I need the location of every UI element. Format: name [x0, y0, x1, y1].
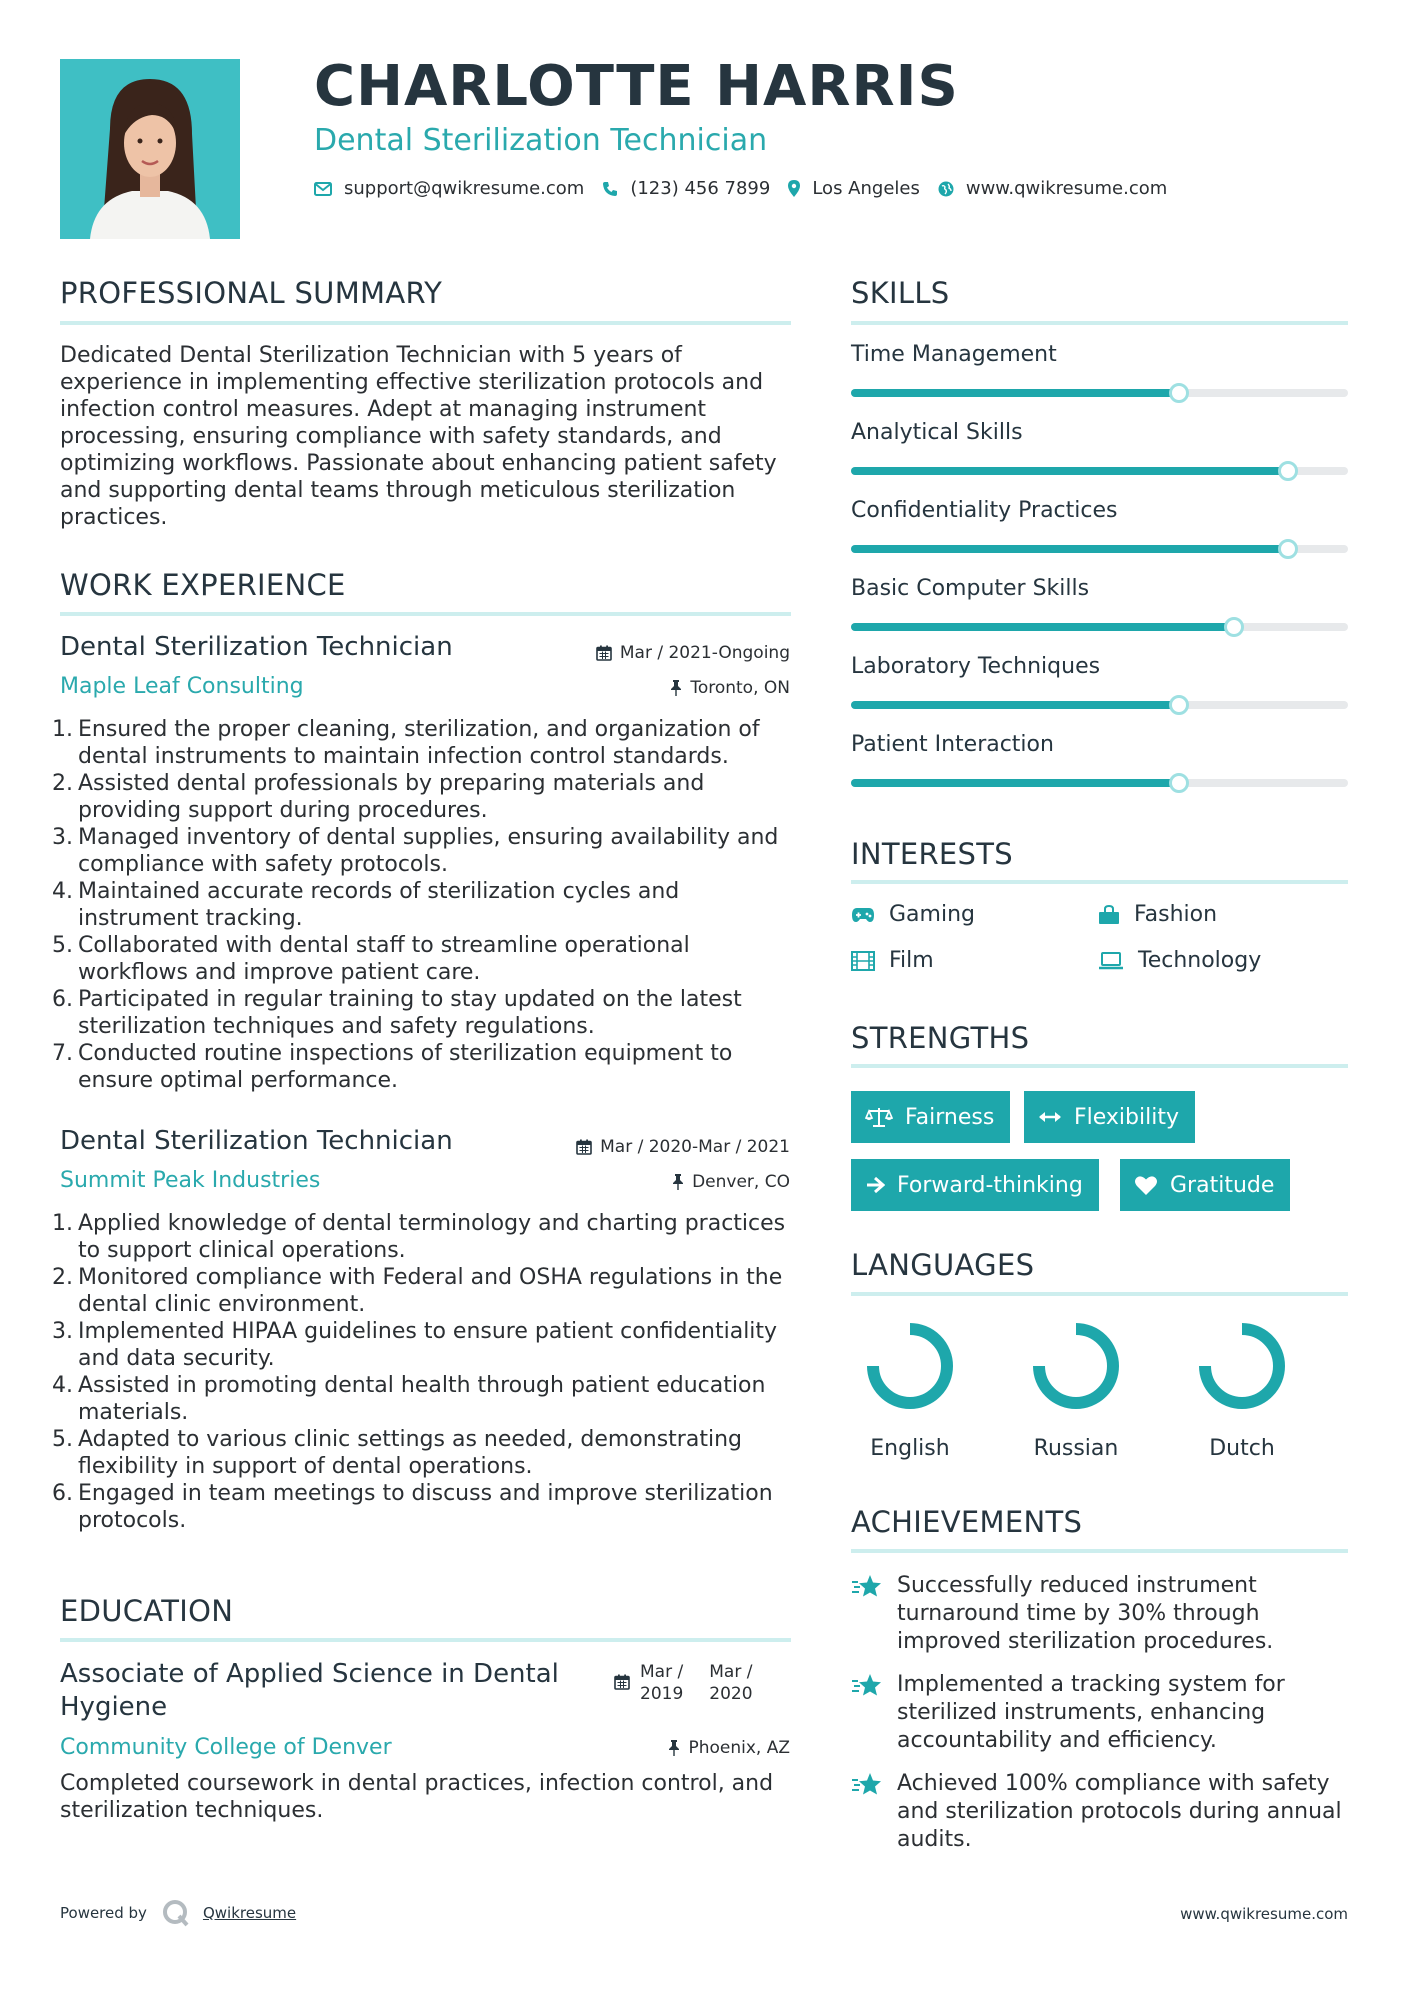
balance-scale-icon: [865, 1106, 893, 1128]
strength-label: Forward-thinking: [897, 1172, 1083, 1198]
skill-bar-fill: [851, 701, 1179, 709]
skill-label: Laboratory Techniques: [851, 654, 1101, 679]
strength-tag: [1120, 1159, 1290, 1211]
bullet-text: Participated in regular training to stay updated on the latest sterilization techniques and safety regulations.: [78, 987, 742, 1039]
bullet-number: 2.: [52, 1265, 73, 1290]
list-item: [52, 1210, 800, 1264]
language-name: Russian: [1033, 1436, 1119, 1461]
skill-label: Basic Computer Skills: [851, 576, 1090, 601]
language-ring-arc: [873, 1329, 947, 1403]
contact-email[interactable]: [314, 178, 584, 199]
language-ring-arc: [1205, 1329, 1279, 1403]
skill-label: Patient Interaction: [851, 732, 1054, 757]
brand-link[interactable]: Qwikresume: [202, 1904, 297, 1922]
contact-website[interactable]: [938, 178, 1167, 199]
calendar-icon: [596, 645, 612, 661]
job-date: [576, 1137, 790, 1157]
job-bullets: [52, 716, 800, 1094]
bullet-number: 5.: [52, 933, 73, 958]
achievement-item: [851, 1770, 1351, 1854]
experience-heading: WORK EXPERIENCE: [60, 568, 346, 602]
summary-divider: [60, 321, 791, 325]
job-company: Summit Peak Industries: [60, 1168, 321, 1193]
education-school: Community College of Denver: [60, 1735, 392, 1760]
phone-icon: [602, 181, 618, 197]
list-item: [52, 1372, 800, 1426]
contact-location: [788, 178, 920, 199]
skill-bar: [851, 701, 1348, 709]
language-name: Dutch: [1209, 1436, 1275, 1461]
bullet-number: 2.: [52, 771, 73, 796]
job-location-text: Denver, CO: [692, 1172, 790, 1192]
shooting-star-icon: [851, 1673, 883, 1699]
job-bullets: [52, 1210, 800, 1534]
bullet-text: Ensured the proper cleaning, sterilization, and organization of dental instruments to maintain infection control standards.: [78, 717, 760, 769]
bullet-text: Maintained accurate records of sterilization cycles and instrument tracking.: [78, 879, 680, 931]
job-title: Dental Sterilization Technician: [60, 1126, 453, 1156]
achievement-item: [851, 1671, 1351, 1755]
contact-phone[interactable]: [602, 178, 770, 199]
achievements-heading: ACHIEVEMENTS: [851, 1505, 1083, 1539]
education-start-year: 2019: [640, 1684, 684, 1704]
language-ring: [1028, 1318, 1124, 1414]
laptop-icon: [1098, 952, 1124, 970]
skill-bar-fill: [851, 623, 1234, 631]
job-location: [670, 678, 790, 698]
list-item: [52, 1040, 800, 1094]
skill-bar-knob: [1224, 617, 1244, 637]
education-dates: [614, 1661, 753, 1705]
education-heading: EDUCATION: [60, 1594, 234, 1628]
strength-label: Flexibility: [1074, 1104, 1179, 1130]
bullet-text: Adapted to various clinic settings as needed, demonstrating flexibility in support of dental operations.: [78, 1427, 742, 1479]
interest-item: [1098, 948, 1261, 973]
interest-label: Technology: [1138, 948, 1262, 973]
bullet-text: Conducted routine inspections of sterilization equipment to ensure optimal performance.: [78, 1041, 733, 1093]
bullet-text: Implemented HIPAA guidelines to ensure patient confidentiality and data security.: [78, 1319, 778, 1371]
skill-bar-knob: [1278, 539, 1298, 559]
language-name: English: [870, 1436, 950, 1461]
list-item: [52, 1480, 800, 1534]
skill-bar-fill: [851, 779, 1179, 787]
profile-photo: [60, 59, 240, 239]
education-location-text: Phoenix, AZ: [688, 1738, 790, 1758]
list-item: [52, 770, 800, 824]
skill-bar: [851, 389, 1348, 397]
skill-bar-knob: [1169, 695, 1189, 715]
interest-label: Film: [889, 948, 934, 973]
strength-label: Gratitude: [1170, 1172, 1275, 1198]
bullet-text: Assisted dental professionals by preparing materials and providing support during procedures.: [78, 771, 705, 823]
strength-label: Fairness: [905, 1104, 995, 1130]
skill-bar-knob: [1169, 773, 1189, 793]
interests-divider: [851, 880, 1348, 884]
education-degree: Associate of Applied Science in Dental Hygiene: [60, 1659, 559, 1722]
strengths-heading: STRENGTHS: [851, 1021, 1030, 1055]
skill-bar-fill: [851, 389, 1179, 397]
strengths-divider: [851, 1064, 1348, 1068]
list-item: [52, 1318, 800, 1372]
education-location: [668, 1738, 790, 1758]
shooting-star-icon: [851, 1574, 883, 1600]
job-date: [596, 643, 790, 663]
skill-bar-fill: [851, 467, 1288, 475]
interest-item: [1098, 902, 1217, 927]
skills-divider: [851, 321, 1348, 325]
skill-bar-knob: [1278, 461, 1298, 481]
education-start-month: Mar /: [640, 1662, 684, 1682]
footer-website[interactable]: www.qwikresume.com: [1180, 1905, 1348, 1923]
website-text: www.qwikresume.com: [965, 178, 1168, 199]
skill-bar-fill: [851, 545, 1288, 553]
interest-item: [851, 948, 934, 973]
pushpin-icon: [672, 1174, 684, 1190]
skill-bar-knob: [1169, 383, 1189, 403]
bullet-number: 3.: [52, 825, 73, 850]
strength-tag: [851, 1159, 1099, 1211]
candidate-name: CHARLOTTE HARRIS: [314, 54, 959, 119]
job-date-text: Mar / 2020-Mar / 2021: [600, 1137, 790, 1157]
bullet-text: Applied knowledge of dental terminology and charting practices to support clinical operations.: [78, 1211, 786, 1263]
interest-label: Gaming: [889, 902, 975, 927]
gamepad-icon: [851, 907, 875, 923]
achievement-item: [851, 1572, 1351, 1656]
job-location: [672, 1172, 790, 1192]
arrow-right-icon: [865, 1176, 885, 1194]
education-description: Completed coursework in dental practices, infection control, and sterilization techniques.: [60, 1771, 774, 1823]
language-ring: [1194, 1318, 1290, 1414]
languages-heading: LANGUAGES: [851, 1248, 1035, 1282]
bullet-number: 4.: [52, 879, 73, 904]
interests-heading: INTERESTS: [851, 837, 1013, 871]
bullet-number: 6.: [52, 1481, 73, 1506]
skill-bar: [851, 467, 1348, 475]
achievements-divider: [851, 1549, 1348, 1553]
skill-bar: [851, 545, 1348, 553]
job-location-text: Toronto, ON: [690, 678, 790, 698]
shooting-star-icon: [851, 1772, 883, 1798]
education-end-month: Mar /: [709, 1662, 753, 1682]
strength-tag: [851, 1091, 1010, 1143]
list-item: [52, 986, 800, 1040]
bullet-number: 4.: [52, 1373, 73, 1398]
language-item: [1021, 1318, 1131, 1461]
list-item: [52, 716, 800, 770]
achievement-text: Successfully reduced instrument turnaround time by 30% through improved sterilization procedures.: [897, 1573, 1274, 1654]
qwikresume-logo-icon: [161, 1898, 191, 1928]
summary-heading: PROFESSIONAL SUMMARY: [60, 276, 443, 310]
portrait-illustration: [60, 59, 240, 239]
achievement-text: Implemented a tracking system for sterilized instruments, enhancing accountability and efficiency.: [897, 1672, 1285, 1753]
achievement-text: Achieved 100% compliance with safety and sterilization protocols during annual audits.: [897, 1771, 1342, 1852]
skill-label: Confidentiality Practices: [851, 498, 1118, 523]
calendar-icon: [576, 1139, 592, 1155]
phone-text: (123) 456 7899: [630, 178, 771, 199]
skill-bar: [851, 623, 1348, 631]
education-end: [709, 1661, 752, 1705]
shopping-bag-icon: [1098, 905, 1120, 925]
footer-powered-by: [60, 1898, 296, 1928]
job-title: Dental Sterilization Technician: [60, 632, 453, 662]
language-ring-arc: [1039, 1329, 1113, 1403]
bullet-text: Managed inventory of dental supplies, ensuring availability and compliance with safety protocols.: [78, 825, 779, 877]
skills-heading: SKILLS: [851, 276, 950, 310]
list-item: [52, 932, 800, 986]
list-item: [52, 1264, 800, 1318]
bullet-number: 3.: [52, 1319, 73, 1344]
contact-bar: [314, 178, 1185, 199]
list-item: [52, 878, 800, 932]
heart-icon: [1134, 1175, 1158, 1196]
pushpin-icon: [668, 1740, 680, 1756]
bullet-number: 5.: [52, 1427, 73, 1452]
interest-item: [851, 902, 975, 927]
map-pin-icon: [788, 180, 800, 197]
interest-label: Fashion: [1134, 902, 1218, 927]
bullet-text: Assisted in promoting dental health through patient education materials.: [78, 1373, 766, 1425]
bullet-text: Monitored compliance with Federal and OSHA regulations in the dental clinic environment.: [78, 1265, 783, 1317]
pushpin-icon: [670, 680, 682, 696]
bullet-number: 1.: [52, 1211, 73, 1236]
experience-divider: [60, 612, 791, 616]
email-text: support@qwikresume.com: [344, 178, 585, 199]
candidate-title: Dental Sterilization Technician: [314, 123, 768, 158]
list-item: [52, 824, 800, 878]
powered-by-label: Powered by: [60, 1904, 147, 1922]
languages-divider: [851, 1292, 1348, 1296]
bullet-text: Collaborated with dental staff to streamline operational workflows and improve patient care.: [78, 933, 690, 985]
bullet-number: 1.: [52, 717, 73, 742]
language-ring: [862, 1318, 958, 1414]
language-item: [855, 1318, 965, 1461]
summary-text: Dedicated Dental Sterilization Technician with 5 years of experience in implementing effective sterilization protocols and infection control measures. Adept at managing instrument processing, ensuring compliance with safety standards, and optimizing workflows. Passionate about enhancing patient safety and supporting dental teams through meticulous sterilization practices.: [60, 343, 777, 530]
list-item: [52, 1426, 800, 1480]
film-icon: [851, 951, 875, 971]
bullet-number: 6.: [52, 987, 73, 1012]
education-start: [640, 1661, 683, 1705]
education-divider: [60, 1638, 791, 1642]
education-end-year: 2020: [709, 1684, 753, 1704]
arrows-horizontal-icon: [1038, 1110, 1062, 1124]
skill-label: Time Management: [851, 342, 1057, 367]
globe-icon: [938, 181, 954, 197]
strength-tag: [1024, 1091, 1195, 1143]
job-company: Maple Leaf Consulting: [60, 674, 304, 699]
calendar-icon: [614, 1674, 630, 1690]
bullet-text: Engaged in team meetings to discuss and improve sterilization protocols.: [78, 1481, 773, 1533]
envelope-icon: [314, 182, 332, 196]
job-date-text: Mar / 2021-Ongoing: [619, 643, 790, 663]
location-text: Los Angeles: [812, 178, 920, 199]
skill-label: Analytical Skills: [851, 420, 1023, 445]
skill-bar: [851, 779, 1348, 787]
language-item: [1187, 1318, 1297, 1461]
bullet-number: 7.: [52, 1041, 73, 1066]
